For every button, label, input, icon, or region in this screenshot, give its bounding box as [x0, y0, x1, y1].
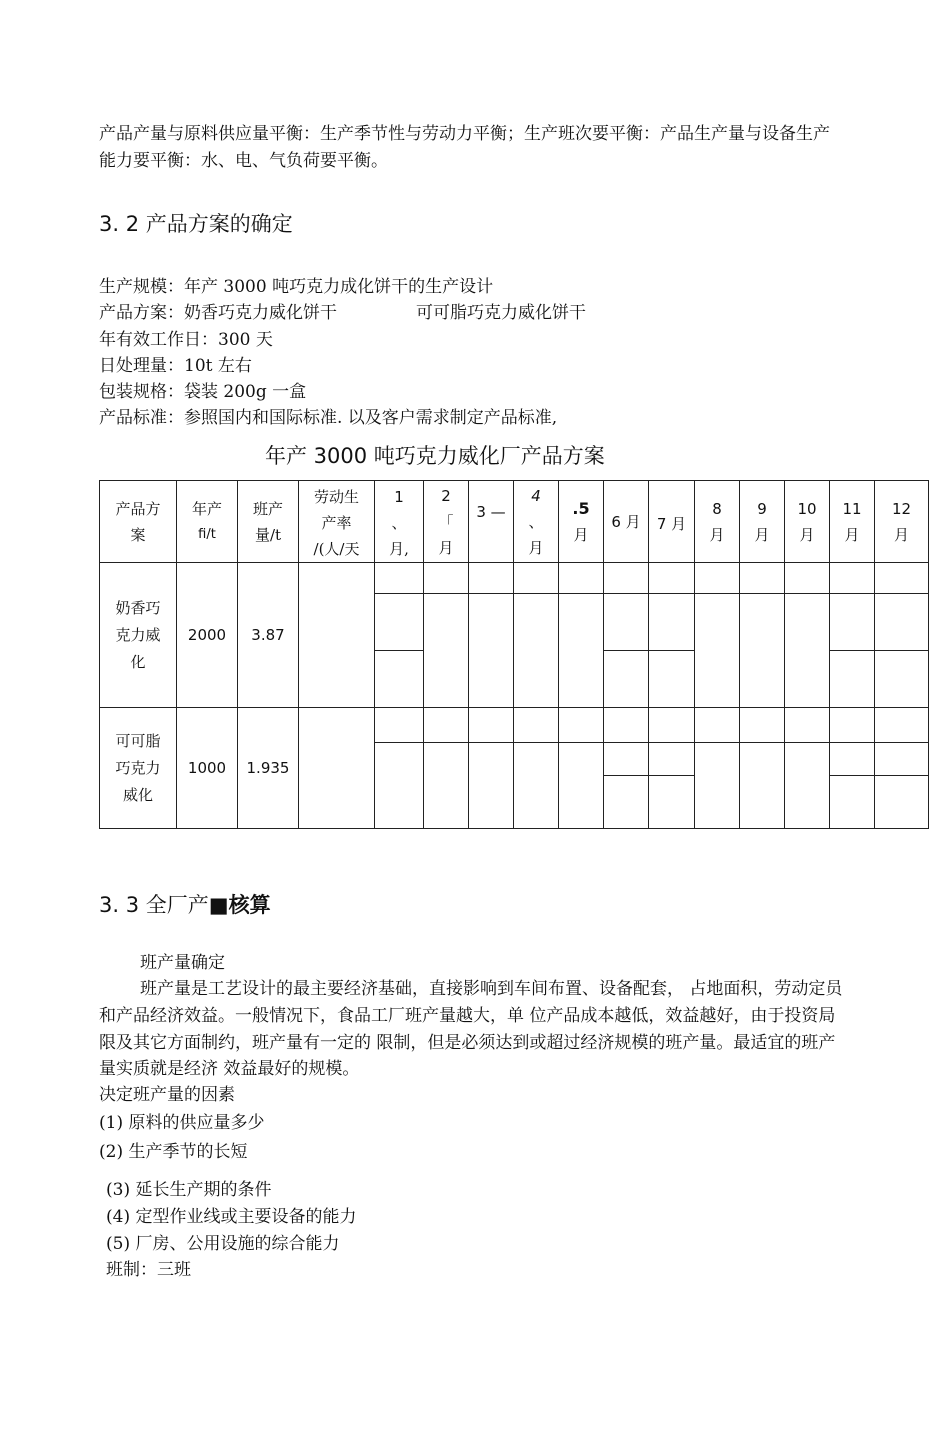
cell [875, 776, 929, 829]
m1-label: 月, [389, 540, 409, 558]
cell [875, 743, 929, 776]
para-line-4: 量实质就是经济 效益最好的规模。 [99, 1059, 360, 1079]
cell [604, 563, 649, 594]
cell [514, 594, 559, 708]
product-2-name [100, 708, 177, 829]
cell [695, 563, 740, 594]
intro-line-1: 产品产量与原料供应量平衡：生产季节性与劳动力平衡；生产班次要平衡：产品生产量与设备生产 [99, 124, 830, 144]
heading-block-glyph: ■ [208, 893, 229, 917]
packaging-spec: 包装规格：袋装 200g 一盒 [99, 382, 307, 402]
cell [559, 594, 604, 708]
m9-label: 月 [754, 525, 770, 544]
m2-label: 月 [438, 538, 454, 557]
cell [875, 563, 929, 594]
m2-mark: 「 [438, 512, 454, 531]
cell [514, 563, 559, 594]
header-month-4 [514, 481, 559, 563]
cell [740, 563, 785, 594]
cell [424, 563, 469, 594]
m2-num: 2 [441, 486, 451, 505]
header-month-2 [424, 481, 469, 563]
product-1-name-l1: 奶香巧 [115, 598, 161, 617]
cell [424, 594, 469, 708]
m12-num: 12 [891, 499, 912, 518]
header-annual [177, 481, 238, 563]
section-3-3-heading [99, 889, 271, 919]
header-labor-l1: 劳动生 [313, 488, 359, 506]
cell [830, 776, 875, 829]
cell [375, 651, 424, 708]
product-standard: 产品标准：参照国内和国际标准. 以及客户需求制定产品标准, [99, 408, 558, 428]
cell [649, 743, 695, 776]
cell [740, 594, 785, 708]
cell [604, 708, 649, 743]
product-plan-second: 可可脂巧克力威化饼干 [416, 303, 586, 323]
para-line-3: 限及其它方面制约，班产量有一定的 限制，但是必须达到或超过经济规模的班产量。最适宜的班产 [99, 1033, 836, 1053]
m1-num: 1 [394, 488, 404, 506]
m10-label: 月 [799, 525, 815, 544]
header-product [100, 481, 177, 563]
header-month-11 [830, 481, 875, 563]
header-month-9 [740, 481, 785, 563]
work-days: 年有效工作日：300 天 [99, 330, 273, 350]
product-2-name-l2: 巧克力 [115, 758, 161, 777]
m10-num: 10 [797, 499, 817, 518]
shift-system: 班制：三班 [106, 1260, 191, 1280]
cell [604, 776, 649, 829]
product-2-labor [299, 708, 375, 829]
header-month-12 [875, 481, 929, 563]
table-title: 年产 3000 吨巧克力威化厂产品方案 [265, 444, 605, 468]
cell [469, 743, 514, 829]
cell [559, 743, 604, 829]
cell [469, 708, 514, 743]
m5-label: 月 [573, 525, 589, 544]
cell [469, 563, 514, 594]
cell [695, 743, 740, 829]
cell [469, 594, 514, 708]
cell [559, 563, 604, 594]
m5-num: .5 [572, 498, 590, 518]
m9-num: 9 [757, 499, 767, 518]
m4-num: 4 [531, 486, 541, 505]
header-labor-l3: /(人/天 [313, 540, 360, 558]
product-2-annual: 1000 [177, 708, 238, 829]
product-2-shift: 1.935 [238, 708, 299, 829]
para-line-2: 和产品经济效益。一般情况下，食品工厂班产量越大，单 位产品成本越低，效益越好，由于投资局 [99, 1006, 836, 1026]
cell [375, 708, 424, 743]
product-1-name-l2: 克力威 [115, 625, 161, 644]
table-row [100, 708, 929, 743]
cell [514, 708, 559, 743]
header-labor-l2: 产率 [321, 514, 352, 532]
header-shift-l2: 量/t [254, 525, 282, 544]
m6-label: 6 月 [611, 512, 641, 531]
m7-label: 7 月 [656, 515, 687, 533]
header-row [100, 481, 929, 563]
product-plan-table [99, 480, 929, 829]
header-month-7 [649, 481, 695, 563]
product-plan-label: 产品方案：奶香巧克力威化饼干 [99, 303, 337, 323]
cell [785, 708, 830, 743]
cell [830, 563, 875, 594]
cell [375, 594, 424, 651]
cell [740, 743, 785, 829]
header-month-3 [469, 481, 514, 563]
cell [785, 743, 830, 829]
shift-output-subheading: 班产量确定 [140, 953, 225, 973]
cell [875, 708, 929, 743]
cell [604, 651, 649, 708]
product-1-shift: 3.87 [238, 563, 299, 708]
m8-label: 月 [709, 525, 725, 544]
cell [424, 708, 469, 743]
header-shift-l1: 班产 [252, 499, 283, 518]
m11-label: 月 [844, 525, 860, 544]
factors-title: 决定班产量的因素 [99, 1085, 235, 1105]
cell [695, 708, 740, 743]
m1-mark: 、 [391, 514, 407, 532]
header-product-l2: 案 [130, 525, 146, 544]
cell [875, 594, 929, 651]
factor-item-1: (1) 原料的供应量多少 [99, 1113, 265, 1133]
cell [785, 594, 830, 708]
header-shift [238, 481, 299, 563]
product-2-name-l3: 威化 [122, 785, 153, 804]
cell [740, 708, 785, 743]
m4-mark: 、 [528, 512, 544, 531]
cell [514, 743, 559, 829]
cell [649, 708, 695, 743]
cell [604, 743, 649, 776]
table-row [100, 563, 929, 594]
header-month-5 [559, 481, 604, 563]
header-labor [299, 481, 375, 563]
cell [649, 776, 695, 829]
factor-item-5: (5) 厂房、公用设施的综合能力 [106, 1234, 340, 1254]
cell [830, 594, 875, 651]
cell [604, 594, 649, 651]
header-annual-l1: 年产 [191, 499, 222, 518]
header-month-8 [695, 481, 740, 563]
cell [649, 594, 695, 651]
cell [875, 651, 929, 708]
cell [785, 563, 830, 594]
product-2-name-l1: 可可脂 [115, 731, 161, 750]
m11-num: 11 [842, 499, 862, 518]
heading-suffix: 核算 [228, 893, 271, 917]
product-1-name-l3: 化 [130, 652, 146, 671]
header-month-6 [604, 481, 649, 563]
header-month-1 [375, 481, 424, 563]
cell [375, 563, 424, 594]
m3-label: 3 — [476, 503, 506, 521]
heading-prefix: 3. 3 全厂产 [99, 893, 209, 917]
cell [830, 651, 875, 708]
intro-line-2: 能力要平衡：水、电、气负荷要平衡。 [99, 151, 388, 171]
m4-label: 月 [528, 538, 544, 557]
section-3-2-heading: 3. 2 产品方案的确定 [99, 212, 293, 236]
daily-throughput: 日处理量：10t 左右 [99, 356, 252, 376]
para-line-1: 班产量是工艺设计的最主要经济基础，直接影响到车间布置、设备配套， 占地面积，劳动定员 [140, 979, 843, 999]
product-1-name [100, 563, 177, 708]
header-annual-l2: fi/t [198, 526, 216, 542]
product-1-annual: 2000 [177, 563, 238, 708]
factor-item-4: (4) 定型作业线或主要设备的能力 [106, 1207, 357, 1227]
header-product-l1: 产品方 [115, 499, 161, 518]
cell [424, 743, 469, 829]
cell [695, 594, 740, 708]
cell [830, 743, 875, 776]
cell [649, 563, 695, 594]
m8-num: 8 [712, 499, 722, 518]
cell [830, 708, 875, 743]
factor-item-3: (3) 延长生产期的条件 [106, 1180, 272, 1200]
cell [375, 743, 424, 829]
m12-label: 月 [893, 525, 909, 544]
cell [559, 708, 604, 743]
cell [649, 651, 695, 708]
production-scale: 生产规模：年产 3000 吨巧克力成化饼干的生产设计 [99, 277, 494, 297]
header-month-10 [785, 481, 830, 563]
factor-item-2: (2) 生产季节的长短 [99, 1142, 248, 1162]
product-1-labor [299, 563, 375, 708]
